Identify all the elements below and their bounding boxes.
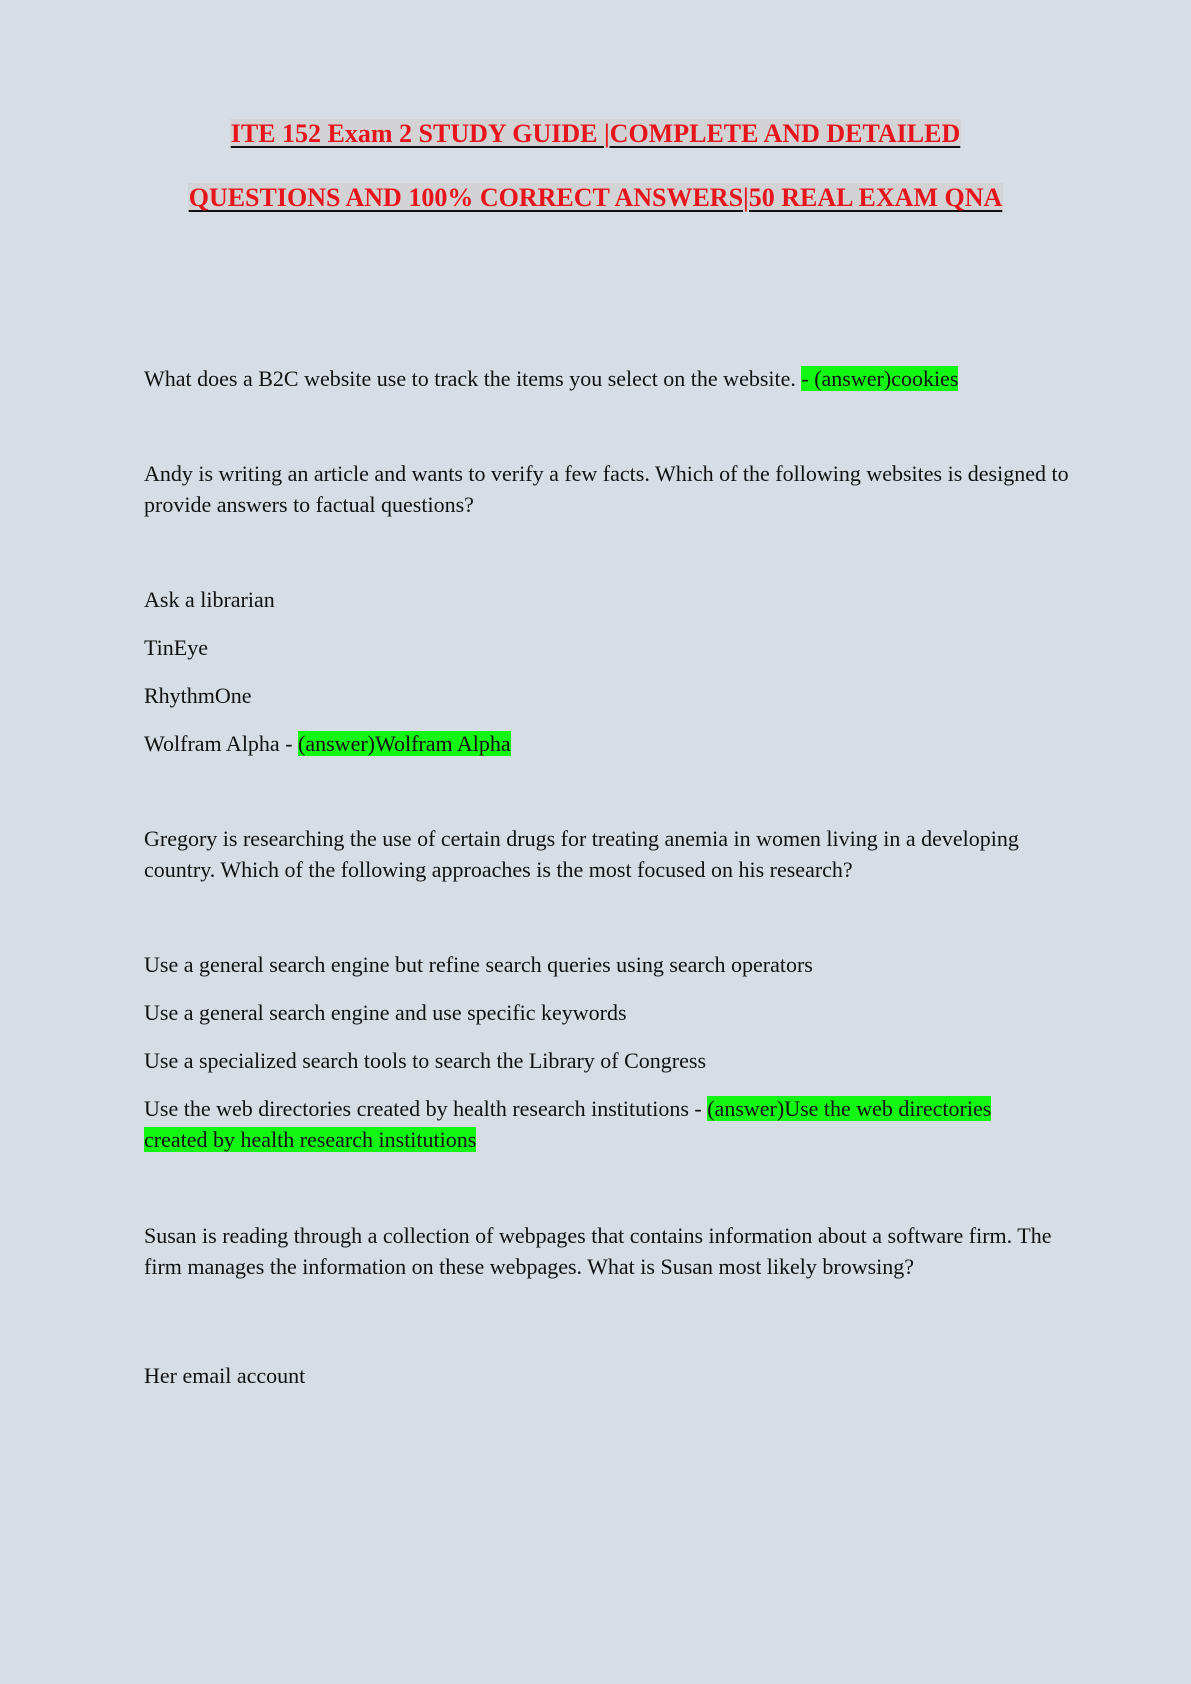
title-text-2: QUESTIONS AND 100% CORRECT ANSWERS|50 REAL EXAM QNA — [188, 183, 1003, 212]
question-1-answer: - (answer)cookies — [801, 366, 959, 391]
title-text-1: ITE 152 Exam 2 STUDY GUIDE |COMPLETE AND DETAILED — [230, 119, 961, 148]
question-3-option-4-text: Use the web directories created by health research institutions - — [144, 1096, 702, 1121]
question-2-answer: (answer)Wolfram Alpha — [298, 731, 511, 756]
question-4-option-1: Her email account — [144, 1363, 306, 1388]
question-1 — [144, 364, 1074, 395]
question-2-option-4 — [144, 729, 1074, 760]
document-title-line-2 — [0, 181, 1191, 215]
question-2-text: Andy is writing an article and wants to verify a few facts. Which of the following websites is designed to provide answers to factual questions? — [144, 461, 1069, 517]
question-3-answer-part-1: (answer)Use the web directories — [707, 1096, 992, 1121]
question-3-answer-part-2: created by health research institutions — [144, 1126, 477, 1152]
question-3-text: Gregory is researching the use of certain drugs for treating anemia in women living in a developing country. Which of the following approaches is the most focused on his research? — [144, 826, 1019, 882]
question-2-option-1: Ask a librarian — [144, 587, 275, 612]
question-2-option-3: RhythmOne — [144, 683, 252, 708]
question-2-option-4-text: Wolfram Alpha - — [144, 731, 293, 756]
question-4-text: Susan is reading through a collection of webpages that contains information about a software firm. The firm manages the information on these webpages. What is Susan most likely browsing? — [144, 1223, 1052, 1279]
question-3-option-3: Use a specialized search tools to search the Library of Congress — [144, 1048, 707, 1073]
question-3 — [144, 824, 1074, 885]
question-2 — [144, 459, 1074, 520]
question-3-option-4 — [144, 1094, 1074, 1155]
question-1-text: What does a B2C website use to track the items you select on the website. — [144, 366, 796, 391]
question-4 — [144, 1221, 1074, 1282]
document-title-line-1 — [0, 117, 1191, 151]
question-3-option-2: Use a general search engine and use specific keywords — [144, 1000, 627, 1025]
question-3-option-1: Use a general search engine but refine search queries using search operators — [144, 952, 813, 977]
question-2-option-2: TinEye — [144, 635, 208, 660]
